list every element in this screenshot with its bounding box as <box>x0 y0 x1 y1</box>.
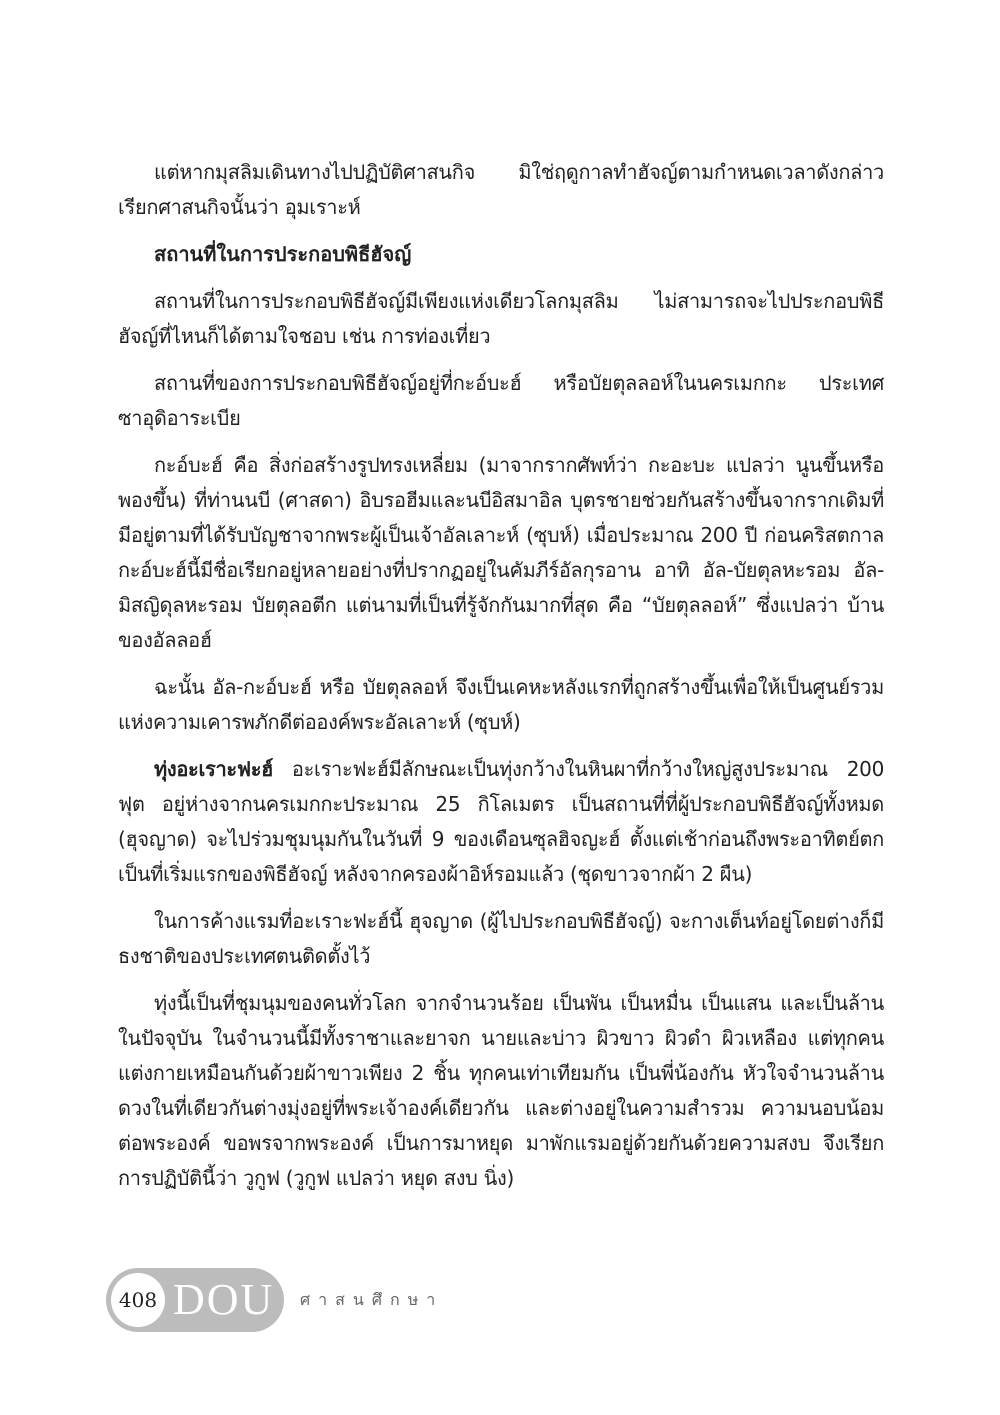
paragraph-kaaba-description: กะอ์บะฮ์ คือ สิ่งก่อสร้างรูปทรงเหลี่ยม (มาจากรากศัพท์ว่า กะอะบะ แปลว่า นูนขึ้นหรือพองขึ้น) ที่ท่านนบี (ศาสดา) อิบรอฮีมและนบีอิสมาอิล บุตรชายช่วยกันสร้างขึ้นจากรากเดิมที่มีอยู่ตามที่ได้รับบัญชาจากพระผู้เป็นเจ้าอัลเลาะห์ (ซุบห์) เมื่อประมาณ 200 ปี ก่อนคริสตกาล กะอ์บะฮ์นี้มีชื่อเรียกอยู่หลายอย่างที่ปรากฏอยู่ในคัมภีร์อัลกุรอาน อาทิ อัล-บัยตุลหะรอม อัล-มิสญิดุลหะรอม บัยตุลอตีก แต่นามที่เป็นที่รู้จักกันมากที่สุด คือ “บัยตุลลอห์” ซึ่งแปลว่า บ้านของอัลลอฮ์ <box>118 453 884 652</box>
dou-badge <box>106 1268 284 1332</box>
dou-logo: DOU <box>173 1275 275 1324</box>
section-heading: สถานที่ในการประกอบพิธีฮัจญ์ <box>154 242 412 266</box>
paragraph-location: สถานที่ในการประกอบพิธีฮัจญ์มีเพียงแห่งเดียวโลกมุสลิม ไม่สามารถจะไปประกอบพิธีฮัจญ์ที่ไหนก็ได้ตามใจชอบ เช่น การท่องเที่ยว <box>118 289 884 348</box>
paragraph-baitullah: ฉะนั้น อัล-กะอ์บะฮ์ หรือ บัยตุลลอห์ จึงเป็นเคหะหลังแรกที่ถูกสร้างขึ้นเพื่อให้เป็นศูนย์รวมแห่งความเคารพภักดีต่อองค์พระอัลเลาะห์ (ซุบห์) <box>118 675 884 734</box>
page-footer <box>106 1268 443 1332</box>
paragraph-kaaba-location: สถานที่ของการประกอบพิธีฮัจญ์อยู่ที่กะอ์บะฮ์ หรือบัยตุลลอห์ในนครเมกกะ ประเทศซาอุดิอาระเบีย <box>118 371 884 430</box>
course-title: ศาสนศึกษา <box>300 1289 444 1309</box>
arafah-text: อะเราะฟะฮ์มีลักษณะเป็นทุ่งกว้างในหินผาที่กว้างใหญ่สูงประมาณ 200 ฟุต อยู่ห่างจากนครเมกกะประมาณ 25 กิโลเมตร เป็นสถานที่ที่ผู้ประกอบพิธีฮัจญ์ทั้งหมด (ฮุจญาด) จะไปร่วมชุมนุมกันในวันที่ 9 ของเดือนซุลฮิจญะฮ์ ตั้งแต่เช้าก่อนถึงพระอาทิตย์ตก เป็นที่เริ่มแรกของพิธีฮัจญ์ หลังจากครองผ้าอิห์รอมแล้ว (ชุดขาวจากผ้า 2 ผืน) <box>118 757 884 886</box>
paragraph-arafah <box>118 752 884 892</box>
page-body <box>118 155 884 1208</box>
paragraph-encampment: ในการค้างแรมที่อะเราะฟะฮ์นี้ ฮุจญาด (ผู้ไปประกอบพิธีฮัจญ์) จะกางเต็นท์อยู่โดยต่างก็มีธงชาติของประเทศตนติดตั้งไว้ <box>118 909 884 968</box>
paragraph-umrah: แต่หากมุสลิมเดินทางไปปฏิบัติศาสนกิจ มิใช่ฤดูกาลทำฮัจญ์ตามกำหนดเวลาดังกล่าว เรียกศาสนกิจนั้นว่า อุมเราะห์ <box>118 160 884 219</box>
arafah-lead-term: ทุ่งอะเราะฟะฮ์ <box>154 757 274 781</box>
page-number: 408 <box>111 1273 165 1327</box>
paragraph-wukuf: ทุ่งนี้เป็นที่ชุมนุมของคนทั่วโลก จากจำนวนร้อย เป็นพัน เป็นหมื่น เป็นแสน และเป็นล้านในปัจจุบัน ในจำนวนนี้มีทั้งราชาและยาจก นายและบ่าว ผิวขาว ผิวดำ ผิวเหลือง แต่ทุกคนแต่งกายเหมือนกันด้วยผ้าขาวเพียง 2 ชิ้น ทุกคนเท่าเทียมกัน เป็นพี่น้องกัน หัวใจจำนวนล้านดวงในที่เดียวกันต่างมุ่งอยู่ที่พระเจ้าองค์เดียวกัน และต่างอยู่ในความสำรวม ความนอบน้อมต่อพระองค์ ขอพรจากพระองค์ เป็นการมาหยุด มาพักแรมอยู่ด้วยกันด้วยความสงบ จึงเรียกการปฏิบัตินี้ว่า วูกูฟ (วูกูฟ แปลว่า หยุด สงบ นิ่ง) <box>118 991 884 1190</box>
